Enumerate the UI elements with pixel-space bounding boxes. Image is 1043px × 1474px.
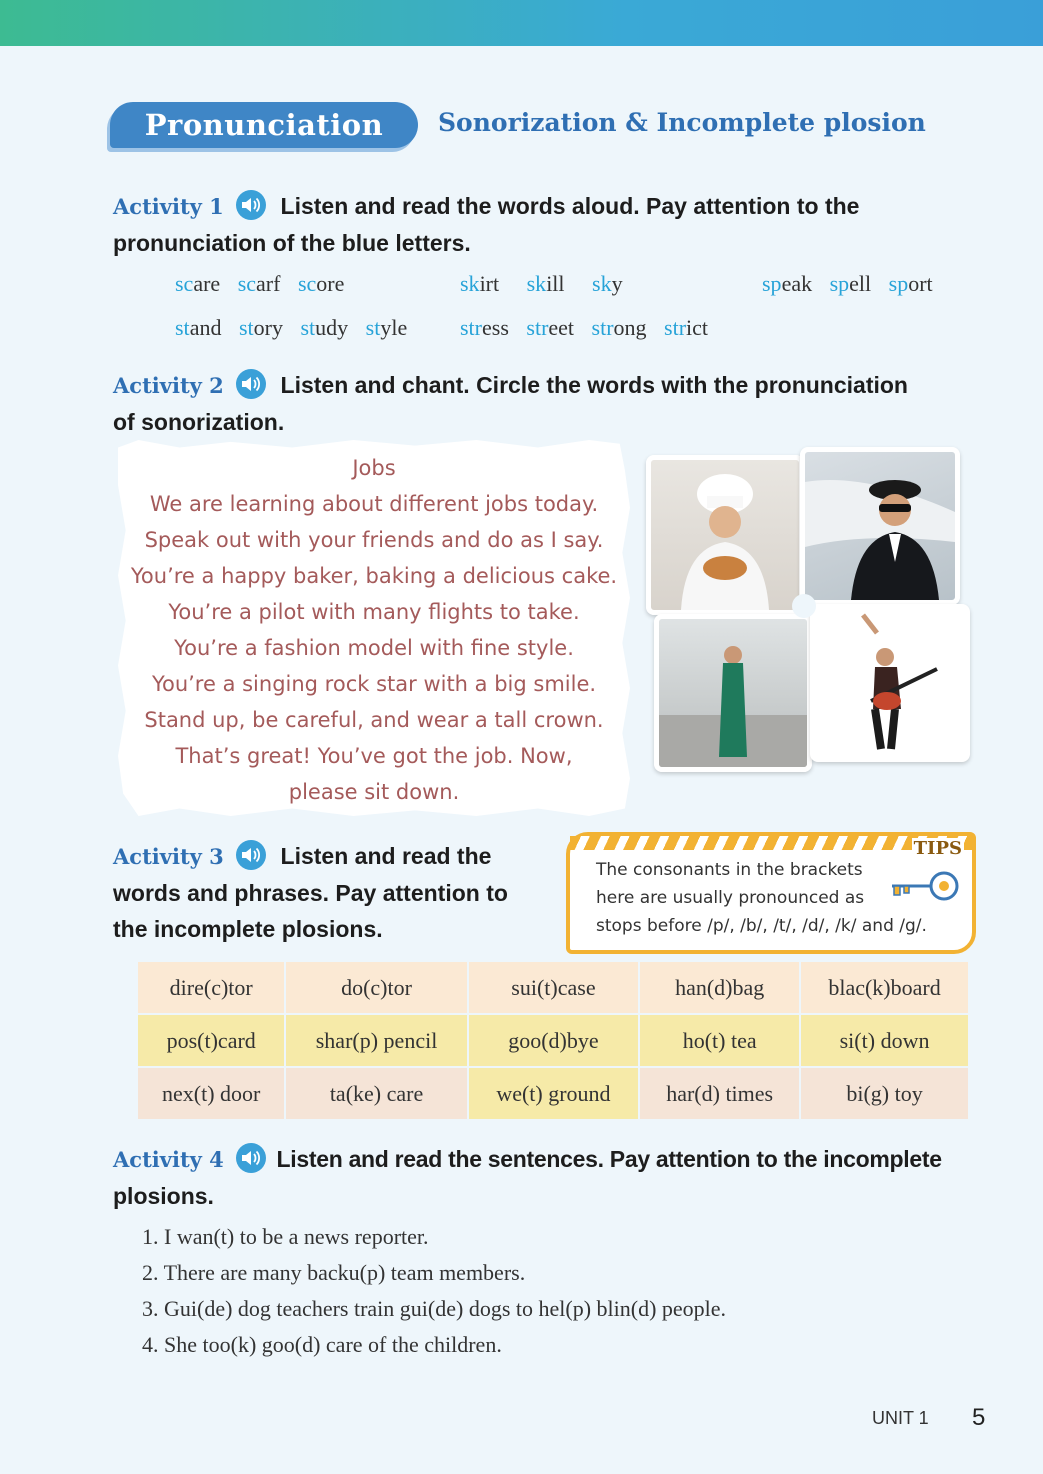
word-group-sc (175, 271, 356, 297)
section-subtitle: Sonorization & Incomplete plosion (438, 108, 926, 137)
table-cell: shar(p) pencil (286, 1015, 466, 1066)
table-cell: ta(ke) care (286, 1068, 466, 1119)
sentence: 1. I wan(t) to be a news reporter. (142, 1224, 429, 1249)
activity2-heading (113, 367, 993, 440)
audio-speaker-icon[interactable] (236, 840, 266, 870)
pilot-photo (800, 447, 960, 605)
audio-speaker-icon[interactable] (236, 190, 266, 220)
tips-text: The consonants in the brackets here are usually pronounced as stops before /p/, /b/, /t/, /d/, /k/ and /g/. (596, 860, 927, 936)
baker-photo (646, 455, 804, 615)
word-group-st (175, 315, 419, 341)
word: strict (664, 315, 709, 340)
table-cell: do(c)tor (286, 962, 466, 1013)
word: sport (888, 271, 933, 296)
word: style (365, 315, 408, 340)
word: score (297, 271, 345, 296)
poem-line: That’s great! You’ve got the job. Now, (175, 744, 573, 768)
table-cell: nex(t) door (138, 1068, 284, 1119)
key-icon (886, 868, 964, 904)
page-number: 5 (972, 1404, 986, 1431)
table-cell: har(d) times (640, 1068, 799, 1119)
word: street (526, 315, 575, 340)
word: skill (526, 271, 565, 296)
word: spell (829, 271, 872, 296)
table-cell: we(t) ground (469, 1068, 639, 1119)
word: stand (175, 315, 222, 340)
activity1-heading (113, 188, 993, 261)
word: strong (591, 315, 647, 340)
table-cell: si(t) down (801, 1015, 968, 1066)
word: stress (460, 315, 509, 340)
activity1-label: Activity 1 (113, 194, 224, 219)
word-group-str (460, 315, 720, 341)
activity4-label: Activity 4 (113, 1147, 224, 1172)
plosion-table (136, 960, 970, 1121)
activity1-instruction-2: pronunciation of the blue letters. (113, 230, 471, 256)
audio-speaker-icon[interactable] (236, 369, 266, 399)
rock-star-photo (810, 604, 970, 762)
top-color-band (0, 0, 1043, 46)
activity2-label: Activity 2 (113, 373, 224, 398)
poem-line: Stand up, be careful, and wear a tall crown. (144, 708, 604, 732)
table-cell: han(d)bag (640, 962, 799, 1013)
tips-box (566, 832, 976, 954)
word-group-sp (762, 271, 945, 297)
table-cell: dire(c)tor (138, 962, 284, 1013)
word: study (300, 315, 349, 340)
activity2-instruction-1: Listen and chant. Circle the words with the pronunciation (280, 372, 908, 398)
word: skirt (460, 271, 500, 296)
activity1-instruction-1: Listen and read the words aloud. Pay attention to the (280, 193, 860, 219)
poem-line: You’re a happy baker, baking a delicious cake. (130, 564, 618, 588)
activity4-heading (113, 1141, 993, 1214)
table-row (138, 1015, 968, 1066)
footer-unit: UNIT 1 (872, 1408, 929, 1428)
activity3-instruction-1: Listen and read the (280, 843, 492, 869)
sentence: 4. She too(k) goo(d) care of the children. (142, 1332, 502, 1357)
word: scarf (237, 271, 281, 296)
activity2-instruction-2: of sonorization. (113, 409, 285, 435)
tips-label: TIPS (913, 838, 962, 859)
table-cell: pos(t)card (138, 1015, 284, 1066)
table-cell: ho(t) tea (640, 1015, 799, 1066)
word-group-sk (460, 271, 635, 297)
poem-line: You’re a pilot with many flights to take. (168, 600, 580, 624)
poem (118, 450, 630, 810)
sentence: 3. Gui(de) dog teachers train gui(de) dogs to hel(p) blin(d) people. (142, 1296, 727, 1321)
poem-title: Jobs (352, 456, 396, 480)
word: sky (592, 271, 623, 296)
activity4-instruction-2: plosions. (113, 1183, 214, 1209)
poem-line: please sit down. (288, 780, 460, 804)
sentence: 2. There are many backu(p) team members. (142, 1260, 526, 1285)
activity3-heading (113, 838, 553, 947)
activity3-instruction-3: the incomplete plosions. (113, 916, 383, 942)
table-cell: bi(g) toy (801, 1068, 968, 1119)
table-cell: blac(k)board (801, 962, 968, 1013)
poem-line: You’re a fashion model with fine style. (174, 636, 574, 660)
table-row (138, 1068, 968, 1119)
photo-center-dot (792, 594, 816, 618)
activity3-instruction-2: words and phrases. Pay attention to (113, 880, 508, 906)
table-row (138, 962, 968, 1013)
word: story (238, 315, 283, 340)
poem-line: Speak out with your friends and do as I say. (144, 528, 604, 552)
model-photo (654, 614, 812, 772)
table-cell: sui(t)case (469, 962, 639, 1013)
activity3-label: Activity 3 (113, 844, 224, 869)
audio-speaker-icon[interactable] (236, 1143, 266, 1173)
poem-line: We are learning about different jobs today. (149, 492, 599, 516)
table-cell: goo(d)bye (469, 1015, 639, 1066)
section-title-pill: Pronunciation (110, 102, 418, 148)
activity4-instruction-1: Listen and read the sentences. Pay attention to the incomplete (276, 1146, 942, 1172)
word: speak (762, 271, 813, 296)
word: scare (175, 271, 221, 296)
poem-line: You’re a singing rock star with a big smile. (151, 672, 597, 696)
